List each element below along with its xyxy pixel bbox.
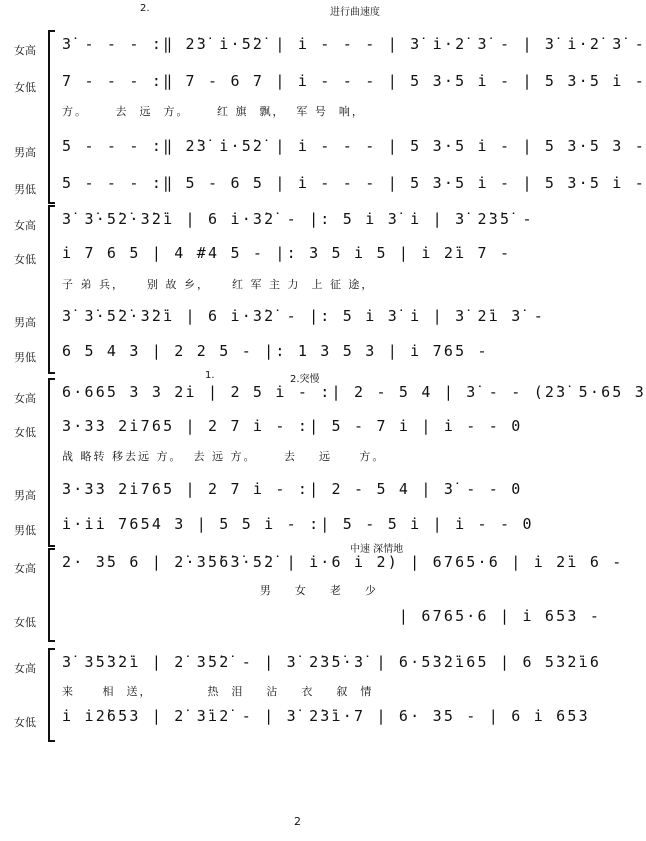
staff-alto bbox=[0, 605, 602, 635]
notes: 3̇ 3̇5̇3̇2̇i̇ | 2̇ 3̇5̇2̇ - | 3̇ 2̇3̇5̇·3̇ | 6·5̇3̇2̇i̇65 | 6 5̇3̇2̇i̇6 bbox=[62, 653, 602, 671]
notes: 6 5 4 3 | 2 2 5 - |: 1 3 5 3 | i̇ 765 - bbox=[62, 342, 489, 360]
part-label: 男高 bbox=[14, 316, 36, 329]
part-label: 女高 bbox=[14, 662, 36, 675]
staff-alto bbox=[0, 242, 595, 272]
staff-tenor bbox=[0, 305, 595, 335]
notes: 3·33 2i̇765 | 2 7 i̇ - :| 2 - 5 4 | 3̇ - - 0 bbox=[62, 480, 523, 498]
notes: i̇ i̇2̇653 | 2̇ 3̇i̇2̇ - | 3̇ 2̇3̇i̇·7 | 6· 35 - | 6 i̇ 653 bbox=[62, 707, 590, 725]
staff-alto bbox=[0, 415, 595, 445]
lyrics-line: 战 略转 移去远 方。 去 远 方。 去 远 方。 bbox=[62, 450, 386, 463]
notes: 3̇ 3̇·5̇2̇·3̇2̇i̇ | 6 i̇·3̇2̇ - |: 5 i̇ 3̇ i̇ | 3̇ 2̇3̇5̇ - bbox=[62, 210, 534, 228]
part-label: 女低 bbox=[14, 253, 36, 266]
staff-bass bbox=[0, 513, 595, 543]
notes: 5 - - - :‖ 5 - 6 5 | i̇ - - - | 5 3·5 i̇ - | 5 3·5 i̇ - bbox=[62, 174, 646, 192]
volta-mark: 1. bbox=[205, 370, 215, 381]
part-label: 男低 bbox=[14, 351, 36, 364]
part-label: 男高 bbox=[14, 146, 36, 159]
staff-soprano bbox=[0, 381, 646, 411]
lyrics-line: 子 弟 兵， 别 故 乡， 红 军 主 力 上 征 途， bbox=[62, 278, 375, 291]
staff-soprano bbox=[0, 551, 624, 581]
part-label: 男高 bbox=[14, 489, 36, 502]
part-label: 男低 bbox=[14, 524, 36, 537]
staff-alto bbox=[0, 70, 646, 100]
lyrics-line: 男 女 老 少 bbox=[62, 584, 378, 597]
part-label: 女低 bbox=[14, 426, 36, 439]
tempo-mark: 进行曲速度 bbox=[330, 7, 380, 18]
part-label: 女高 bbox=[14, 219, 36, 232]
notes: i̇·i̇i̇ 7654 3 | 5 5 i̇ - :| 5 - 5 i̇ | i̇ - - 0 bbox=[62, 515, 534, 533]
notes: | 6765·6 | i̇ 653 - bbox=[62, 607, 602, 625]
part-label: 女高 bbox=[14, 44, 36, 57]
notes: 5 - - - :‖ 2̇3̇ i̇·5̇2̇ | i̇ - - - | 5 3·5 i̇ - | 5 3·5 3 - bbox=[62, 137, 646, 155]
notes: i̇ 7 6 5 | 4 #4 5 - |: 3 5 i̇ 5 | i̇ 2̇i̇ 7 - bbox=[62, 244, 512, 262]
page-number: 2 bbox=[294, 815, 301, 828]
staff-bass bbox=[0, 172, 646, 202]
notes: 3̇ 3̇·5̇2̇·3̇2̇i̇ | 6 i̇·3̇2̇ - |: 5 i̇ 3̇ i̇ | 3̇ 2̇i̇ 3̇ - bbox=[62, 307, 545, 325]
part-label: 女低 bbox=[14, 616, 36, 629]
staff-tenor bbox=[0, 135, 646, 165]
part-label: 女低 bbox=[14, 81, 36, 94]
staff-alto bbox=[0, 705, 595, 735]
staff-soprano bbox=[0, 33, 646, 63]
staff-tenor bbox=[0, 478, 595, 508]
notes: 2· 3̇5 6 | 2̇·3̇5̇6̇3̇·5̇2̇ | i̇·6 i̇ 2) | 6765·6 | i̇ 2̇i̇ 6 - bbox=[62, 553, 624, 571]
staff-bass bbox=[0, 340, 595, 370]
notes: 7 - - - :‖ 7 - 6 7 | i̇ - - - | 5 3·5 i̇ - | 5 3·5 i̇ - bbox=[62, 72, 646, 90]
lyrics-line: 来 相 送， 热 泪 沾 衣 叙 情 bbox=[62, 685, 374, 698]
lyrics-line: 方。 去 远 方。 红 旗 飘， 军 号 响， bbox=[62, 105, 365, 118]
part-label: 女高 bbox=[14, 392, 36, 405]
notes: 3̇ - - - :‖ 2̇3̇ i̇·5̇2̇ | i̇ - - - | 3̇ i̇·2̇ 3̇ - | 3̇ i̇·2̇ 3̇ - bbox=[62, 35, 646, 53]
notes: 6·665 3 3 2i̇ | 2 5 i̇ - :| 2 - 5 4 | 3̇ - - (2̇3̇ 5·65 3 bbox=[62, 383, 646, 401]
part-label: 男低 bbox=[14, 183, 36, 196]
part-label: 女高 bbox=[14, 562, 36, 575]
staff-soprano bbox=[0, 651, 602, 681]
notes: 3·33 2i̇765 | 2 7 i̇ - :| 5 - 7 i̇ | i̇ - - 0 bbox=[62, 417, 523, 435]
tempo-mark: 2.突慢 bbox=[290, 374, 320, 385]
tempo-mark: 中速 深情地 bbox=[350, 544, 404, 555]
part-label: 女低 bbox=[14, 716, 36, 729]
staff-soprano bbox=[0, 208, 595, 238]
volta-mark: 2. bbox=[140, 3, 150, 14]
